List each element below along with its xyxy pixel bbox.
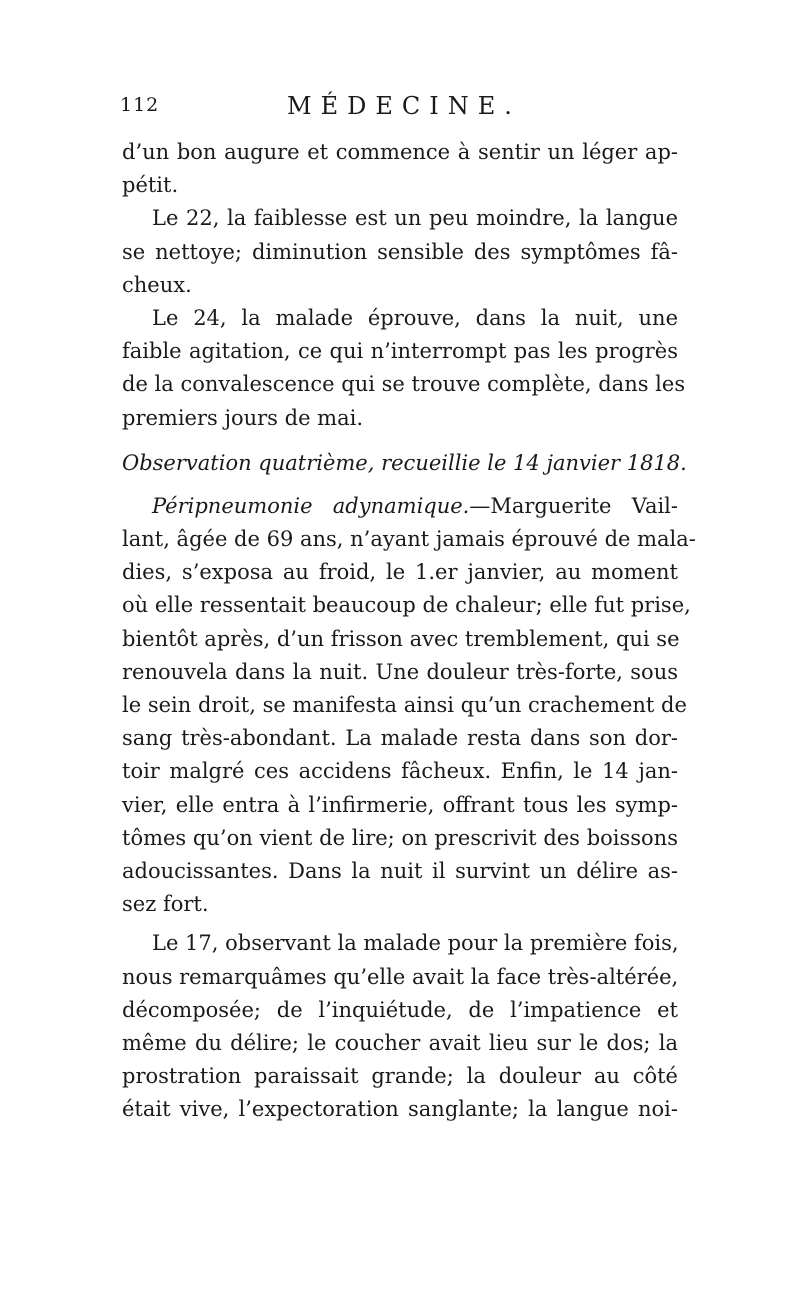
text-line: le sein droit, se manifesta ainsi qu’un crachement de: [122, 693, 687, 717]
text-line: faible agitation, ce qui n’interrompt pas les progrès: [122, 339, 678, 364]
text-line: se nettoye; diminution sensible des symptômes fâ-: [122, 239, 678, 264]
text-line: [122, 490, 678, 523]
text-line: était vive, l’expectoration sanglante; la langue noi-: [122, 1097, 678, 1122]
text-line: cheux.: [122, 272, 192, 297]
paragraph-1: [122, 136, 678, 202]
text-line: vier, elle entra à l’infirmerie, offrant tous les symp-: [122, 792, 678, 817]
paragraph-4: [122, 490, 696, 921]
page-number: 112: [120, 94, 160, 116]
page-header: [122, 92, 678, 136]
text-line: sez fort.: [122, 892, 209, 917]
text-line: tômes qu’on vient de lire; on prescrivit des boissons: [122, 825, 678, 850]
book-page: [120, 92, 696, 1126]
text-line: de la convalescence qui se trouve complète, dans les: [122, 372, 686, 397]
text-line: pétit.: [122, 173, 179, 198]
observation-title: Observation quatrième, recueillie le 14 janvier 1818.: [122, 450, 687, 475]
text-line: bientôt après, d’un frisson avec tremblement, qui se: [122, 626, 680, 651]
text-line: d’un bon augure et commence à sentir un léger ap-: [122, 140, 678, 164]
paragraph-5: [122, 927, 678, 1126]
text-line: premiers jours de mai.: [122, 405, 363, 430]
running-title: MÉDECINE.: [287, 92, 521, 120]
text-line: adoucissantes. Dans la nuit il survint un délire as-: [122, 858, 678, 883]
text-line: même du délire; le coucher avait lieu sur le dos; la: [122, 1030, 678, 1055]
text-line: où elle ressentait beaucoup de chaleur; elle fut prise,: [122, 593, 691, 618]
text-line: décomposée; de l’inquiétude, de l’impatience et: [122, 997, 678, 1022]
diagnosis-heading: Péripneumonie adynamique.: [152, 493, 470, 518]
text-line: prostration paraissait grande; la douleur au côté: [122, 1064, 678, 1089]
text-run: —Marguerite Vail-: [469, 493, 678, 518]
paragraph-3: [122, 302, 686, 435]
text-line: Le 17, observant la malade pour la première fois,: [152, 931, 679, 956]
text-line: nous remarquâmes qu’elle avait la face très-altérée,: [122, 964, 679, 989]
page-body: [122, 136, 696, 1126]
text-line: sang très-abondant. La malade resta dans son dor-: [122, 726, 678, 751]
text-line: lant, âgée de 69 ans, n’ayant jamais éprouvé de mala-: [122, 527, 696, 552]
text-line: dies, s’exposa au froid, le 1.er janvier, au moment: [122, 560, 678, 585]
paragraph-2: [122, 202, 678, 302]
text-line: Le 24, la malade éprouve, dans la nuit, une: [152, 305, 678, 330]
text-line: Le 22, la faiblesse est un peu moindre, la langue: [152, 206, 678, 231]
text-line: toir malgré ces accidens fâcheux. Enfin, le 14 jan-: [122, 759, 678, 784]
text-line: renouvela dans la nuit. Une douleur très-forte, sous: [122, 659, 678, 684]
